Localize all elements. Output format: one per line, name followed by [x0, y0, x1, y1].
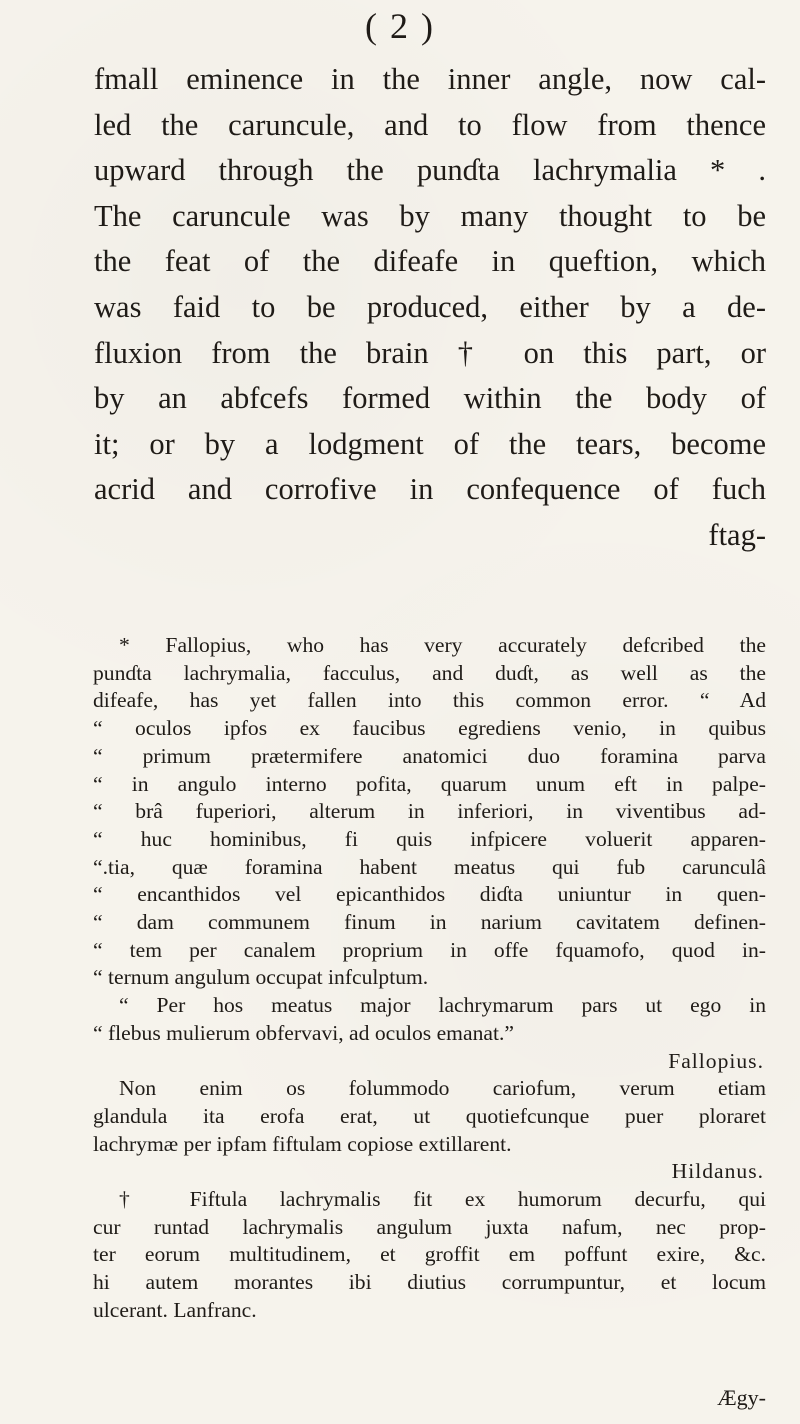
footnote-line: “ tem per canalem proprium in offe fquamofo, quod in-: [93, 937, 766, 962]
footnote-line: glandula ita erofa erat, ut quotiefcunque puer ploraret: [93, 1103, 766, 1128]
footnote-line: ter eorum multitudinem, et groffit em poffunt exire, &c.: [93, 1242, 766, 1267]
body-line: the feat of the difeafe in queftion, which: [94, 244, 766, 279]
footnotes: [93, 632, 766, 1325]
footnote-line: “ dam communem finum in narium cavitatem definen-: [93, 910, 766, 935]
footnote-signature-hildanus: Hildanus.: [671, 1159, 764, 1184]
body-line: acrid and corrofive in confequence of fuch: [94, 472, 766, 507]
footnote-line: hi autem morantes ibi diutius corrumpuntur, et locum: [93, 1270, 766, 1295]
footnote-line: “ Per hos meatus major lachrymarum pars ut ego in: [119, 993, 766, 1018]
body-catchword: ftag-: [708, 517, 766, 552]
footnote-signature-fallopius: Fallopius.: [668, 1048, 764, 1073]
body-line: fluxion from the brain † on this part, or: [94, 335, 766, 370]
footnote-line: lachrymæ per ipfam fiftulam copiose extillarent.: [93, 1131, 512, 1156]
body-line: was faid to be produced, either by a de-: [94, 289, 766, 324]
body-line: fmall eminence in the inner angle, now cal-: [94, 62, 766, 96]
footnote-line: “ flebus mulierum obfervavi, ad oculos emanat.”: [93, 1020, 514, 1045]
body-line: upward through the punɗta lachrymalia * .: [94, 153, 766, 188]
footnote-line: cur runtad lachrymalis angulum juxta nafum, nec prop-: [93, 1214, 766, 1239]
footnote-line-lanfranc: ulcerant. Lanfranc.: [93, 1297, 257, 1322]
footnote-line: “ primum prætermifere anatomici duo foramina parva: [93, 743, 766, 768]
footnote-line: “ in angulo interno pofita, quarum unum eft in palpe-: [93, 771, 766, 796]
body-line: it; or by a lodgment of the tears, become: [94, 426, 766, 461]
body-line: The caruncule was by many thought to be: [94, 198, 766, 233]
main-text: [94, 57, 766, 559]
footnote-line: Non enim os folummodo cariofum, verum etiam: [119, 1076, 766, 1101]
footnote-line: “ huc hominibus, fi quis infpicere voluerit apparen-: [93, 826, 766, 851]
footnote-line: “ encanthidos vel epicanthidos diɗta uniuntur in quen-: [93, 882, 766, 907]
footnote-line: † Fiftula lachrymalis fit ex humorum decurfu, qui: [119, 1187, 766, 1212]
footnote-line: “ oculos ipfos ex faucibus egrediens venio, in quibus: [93, 716, 766, 741]
footnote-line: “.tia, quæ foramina habent meatus qui fub carunculâ: [93, 854, 766, 879]
footnote-line: difeafe, has yet fallen into this common error. “ Ad: [93, 688, 766, 713]
body-line: by an abfcefs formed within the body of: [94, 381, 766, 416]
body-line: led the caruncule, and to flow from thence: [94, 107, 766, 142]
page-number: ( 2 ): [365, 6, 435, 46]
footnote-line: * Fallopius, who has very accurately defcribed the: [119, 633, 766, 657]
footnote-line: “ brâ fuperiori, alterum in inferiori, in viventibus ad-: [93, 799, 766, 824]
footnote-line: “ ternum angulum occupat infculptum.: [93, 965, 429, 990]
footnote-line: punɗta lachrymalia, facculus, and duɗt, as well as the: [93, 660, 766, 685]
footnote-catchword: Ægy-: [717, 1385, 766, 1410]
